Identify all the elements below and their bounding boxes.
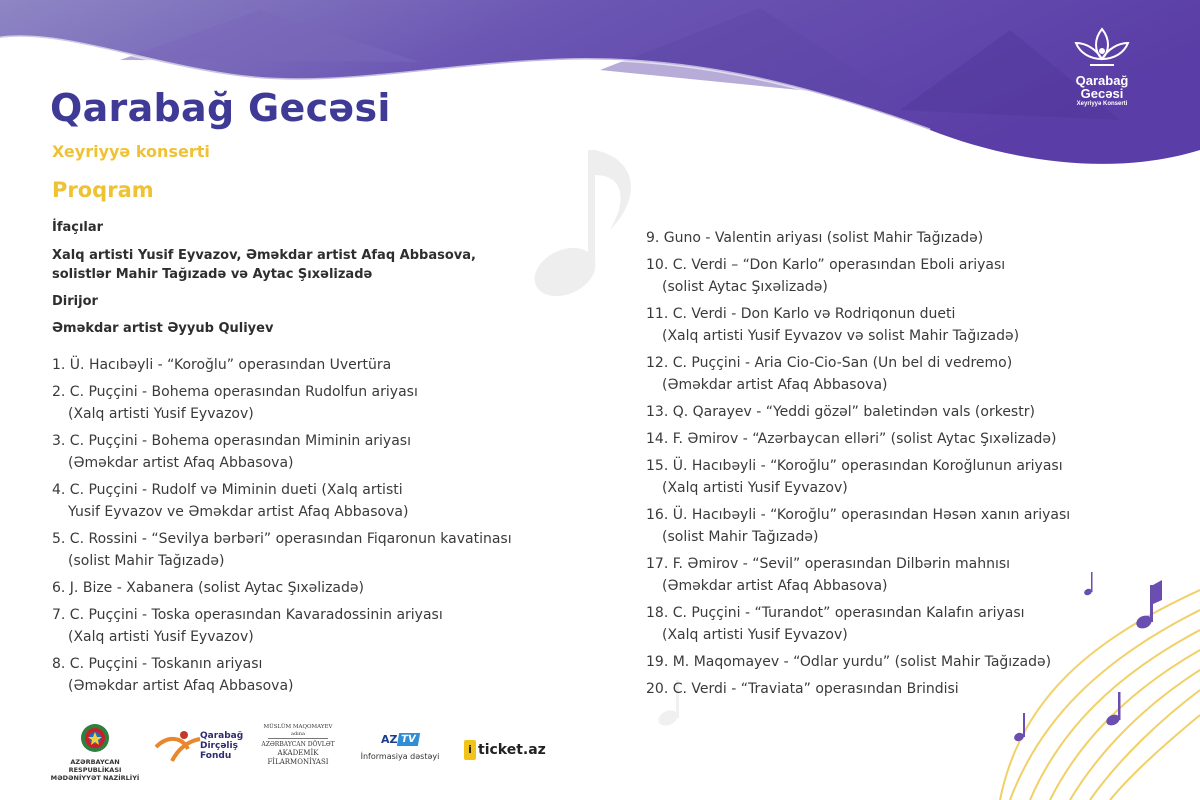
program-list-left <box>52 354 512 702</box>
fund-line-3: Fondu <box>200 751 232 761</box>
list-item: 15. Ü. Hacıbəyli - “Koroğlu” operasından Koroğlunun ariyası (Xalq artisti Yusif Eyvazov) <box>646 458 1063 496</box>
program-list-right <box>646 227 1070 705</box>
performers-line-2: solistlər Mahir Tağızadə və Aytac Şıxəlizadə <box>52 267 373 282</box>
aztv-brand-tv: TV <box>397 733 420 746</box>
list-item: 14. F. Əmirov - “Azərbaycan elləri” (solist Aytac Şıxəlizadə) <box>646 431 1057 447</box>
iticket-logo <box>464 738 546 762</box>
list-item: 16. Ü. Hacıbəyli - “Koroğlu” operasından Həsən xanın ariyası (solist Mahir Tağızadə) <box>646 507 1071 545</box>
fund-line-2: Dirçəliş <box>200 741 238 751</box>
conductor-label: Dirijor <box>52 294 98 309</box>
logo-line-1: Qarabağ <box>1075 73 1129 88</box>
page-title: Qarabağ Gecəsi <box>50 86 391 130</box>
faded-music-note-icon <box>527 150 631 305</box>
program-heading: Proqram <box>52 178 154 202</box>
list-item: 18. C. Puççini - “Turandot” operasından Kalafın ariyası (Xalq artisti Yusif Eyvazov) <box>646 605 1025 643</box>
philharmonic-line-3: AZƏRBAYCAN DÖVLƏT <box>261 741 335 748</box>
list-item: 7. C. Puççini - Toska operasından Kavaradossinin ariyası (Xalq artisti Yusif Eyvazov) <box>52 607 443 645</box>
fund-line-1: Qarabağ <box>200 731 244 741</box>
aztv-logo <box>360 733 440 773</box>
page-subtitle: Xeyriyyə konserti <box>52 142 210 161</box>
list-item: 19. M. Maqomayev - “Odlar yurdu” (solist Mahir Tağızadə) <box>646 654 1052 670</box>
list-item: 9. Guno - Valentin ariyası (solist Mahir Tağızadə) <box>646 230 984 246</box>
philharmonic-line-1: MÜSLÜM MAQOMAYEV <box>263 724 333 730</box>
list-item: 6. J. Bize - Xabanera (solist Aytac Şıxəlizadə) <box>52 580 364 596</box>
list-item: 8. C. Puççini - Toskanın ariyası (Əməkdar artist Afaq Abbasova) <box>52 656 294 694</box>
performers-label: İfaçılar <box>52 220 104 235</box>
azerbaijan-emblem-icon <box>80 722 110 754</box>
list-item: 10. C. Verdi – “Don Karlo” operasından Eboli ariyası (solist Aytac Şıxəlizadə) <box>646 257 1006 295</box>
list-item: 4. C. Puççini - Rudolf və Miminin dueti (Xalq artisti Yusif Eyvazov ve Əməkdar artist Afaq Abbasova) <box>52 482 409 520</box>
iticket-icon: i <box>464 740 476 760</box>
ministry-line-1: AZƏRBAYCAN RESPUBLİKASI <box>68 758 122 774</box>
list-item: 17. F. Əmirov - “Sevil” operasından Dilbərin mahnısı (Əməkdar artist Afaq Abbasova) <box>646 556 1011 594</box>
performers-line-1: Xalq artisti Yusif Eyvazov, Əməkdar artist Afaq Abbasova, <box>52 248 476 263</box>
iticket-name: ticket.az <box>478 742 546 758</box>
philharmonic-line-2: adına <box>291 731 305 737</box>
aztv-brand-az: AZ <box>380 733 398 746</box>
list-item: 2. C. Puççini - Bohema operasından Rudolfun ariyası (Xalq artisti Yusif Eyvazov) <box>52 384 418 422</box>
list-item: 1. Ü. Hacıbəyli - “Koroğlu” operasından Uvertüra <box>52 357 392 373</box>
list-item: 5. C. Rossini - “Sevilya bərbəri” operasından Fiqaronun kavatinası (solist Mahir Tağızadə) <box>52 531 512 569</box>
logo-line-3: Xeyriyyə Konserti <box>1076 101 1128 107</box>
philharmonic-line-5: FİLARMONİYASI <box>267 758 329 766</box>
qarabag-gecesi-logo <box>1064 25 1140 110</box>
philharmonic-line-4: AKADEMİK <box>277 749 319 757</box>
philharmonic-divider <box>268 738 328 739</box>
flower-emblem-icon <box>1064 25 1140 73</box>
fund-bird-icon <box>154 727 202 767</box>
list-item: 20. C. Verdi - “Traviata” operasından Brindisi <box>646 681 959 697</box>
list-item: 11. C. Verdi - Don Karlo və Rodriqonun dueti (Xalq artisti Yusif Eyvazov və solist Mahir Tağızadə) <box>646 306 1020 344</box>
list-item: 3. C. Puççini - Bohema operasından Miminin ariyası (Əməkdar artist Afaq Abbasova) <box>52 433 411 471</box>
ministry-logo <box>50 722 140 782</box>
list-item: 13. Q. Qarayev - “Yeddi gözəl” baletindən vals (orkestr) <box>646 404 1035 420</box>
fund-logo <box>154 727 254 771</box>
list-item: 12. C. Puççini - Aria Cio-Cio-San (Un bel di vedremo) (Əməkdar artist Afaq Abbasova) <box>646 355 1013 393</box>
aztv-caption: İnformasiya dəstəyi <box>360 752 440 761</box>
ministry-line-2: MƏDƏNİYYƏT NAZİRLİYİ <box>50 774 140 782</box>
conductor-name: Əməkdar artist Əyyub Quliyev <box>52 321 274 336</box>
logo-line-2: Gecəsi <box>1080 86 1124 101</box>
philharmonic-logo <box>258 724 338 780</box>
